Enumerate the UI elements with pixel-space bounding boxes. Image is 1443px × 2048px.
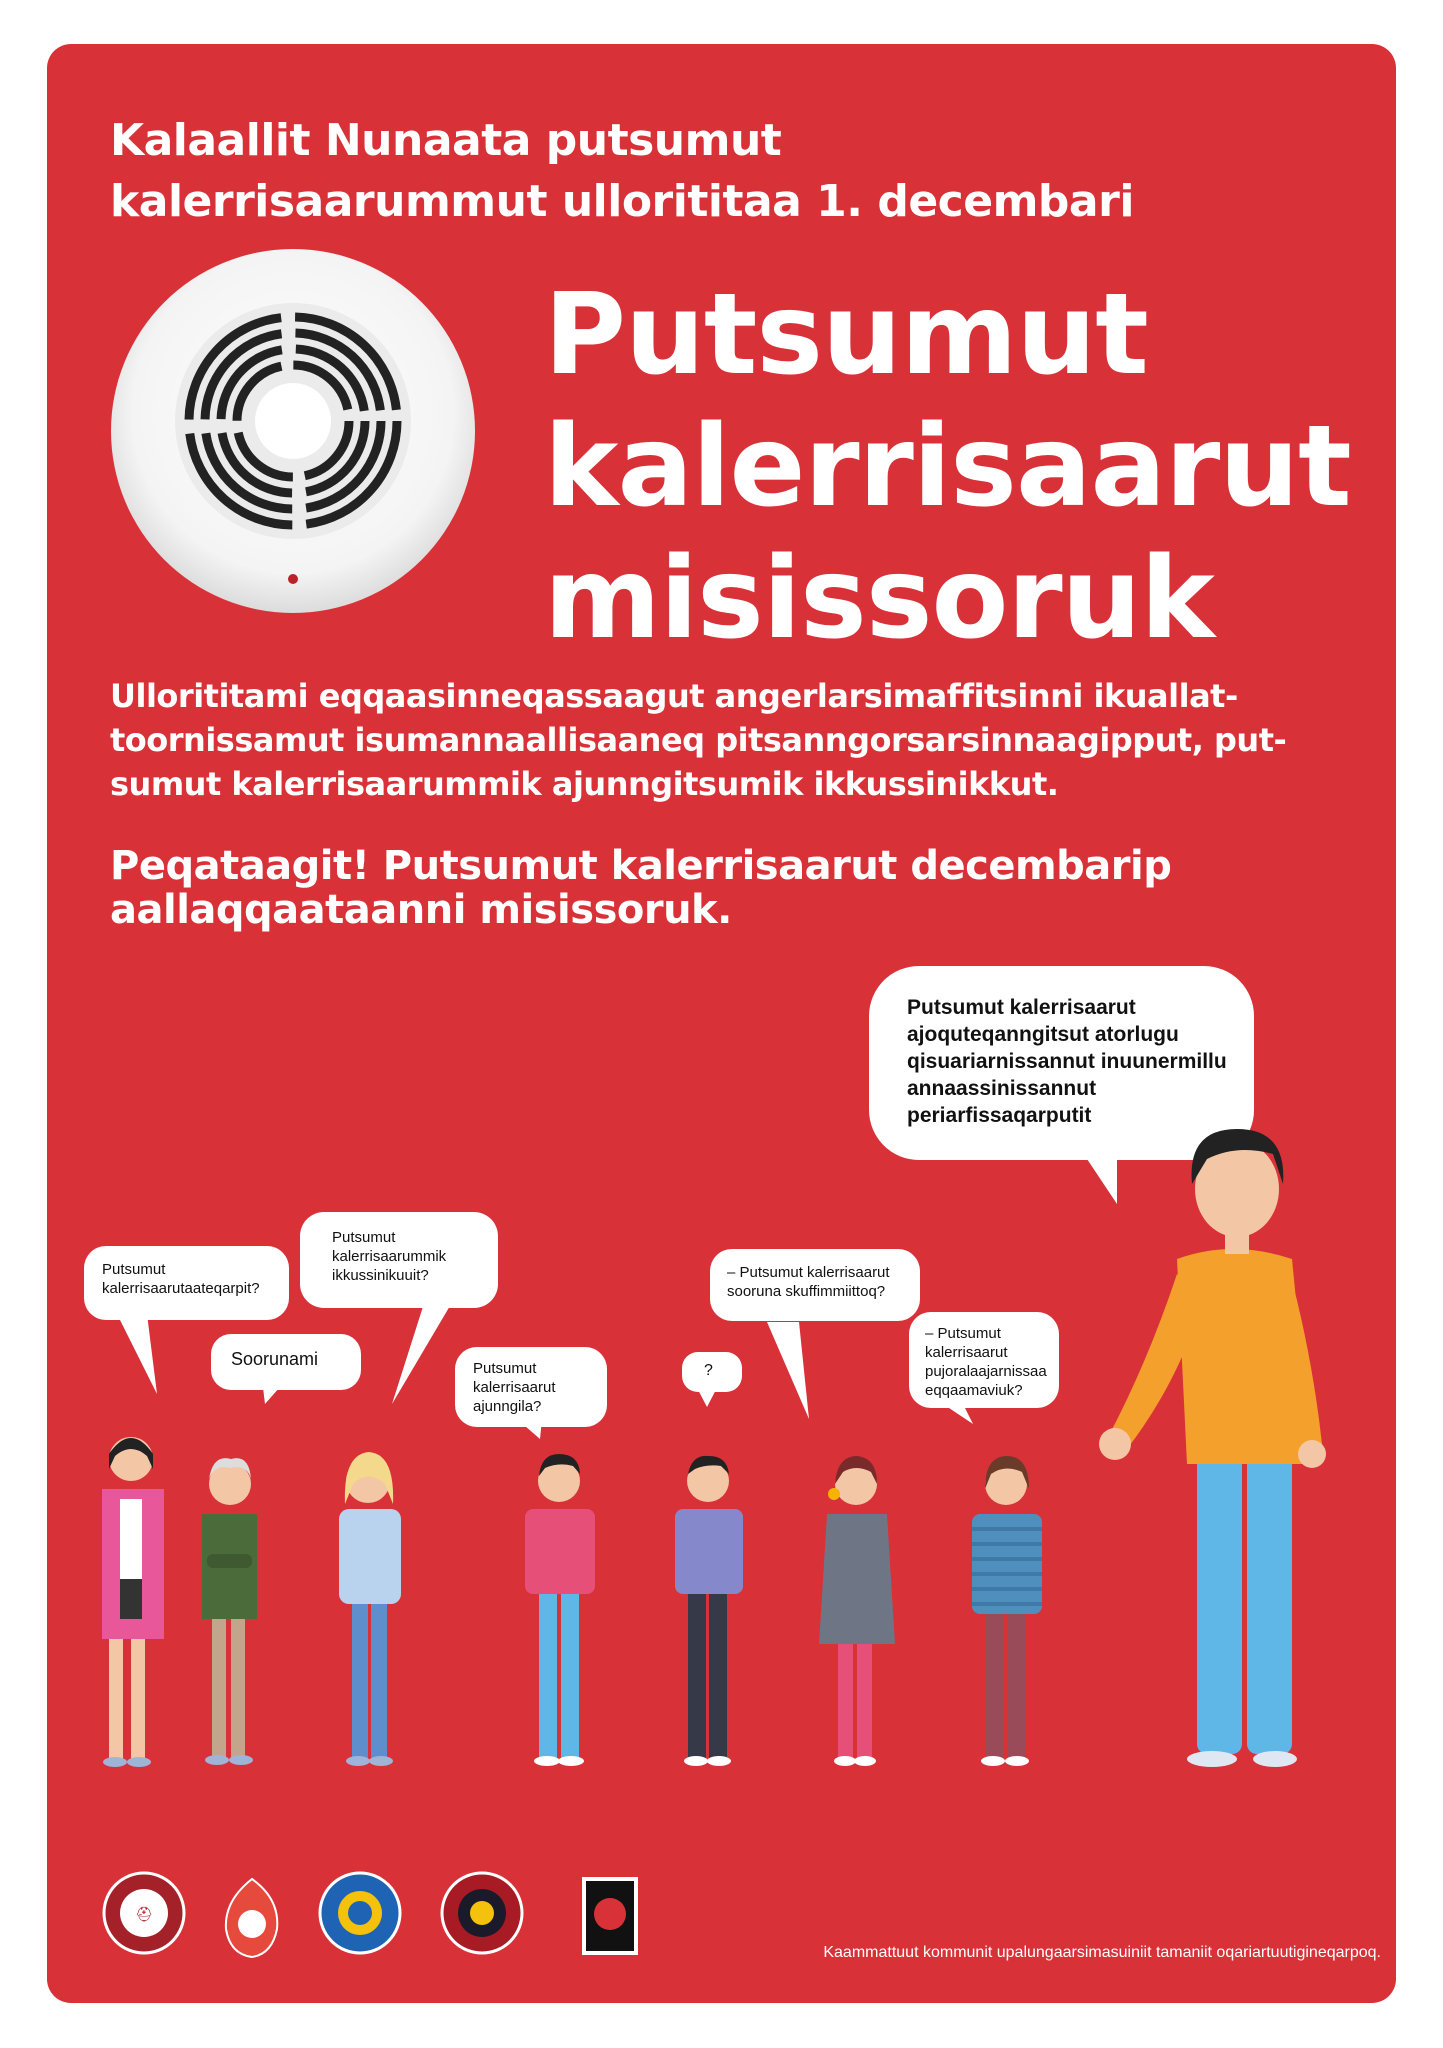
- person-man-orange-shirt: [1099, 1129, 1326, 1767]
- qeqertalik-logo: [442, 1873, 522, 1953]
- bubble-text: sooruna skuffimmiittoq?: [727, 1283, 886, 1300]
- speech-bubble: [455, 1347, 607, 1427]
- kujalleq-logo: [582, 1877, 638, 1955]
- subtitle-line: kalerrisaarummut ullorititaa 1. decembari: [110, 176, 1134, 227]
- municipal-logos: [102, 1869, 642, 1959]
- bubble-text: qisuariarnissannut inuunermillu: [907, 1050, 1227, 1073]
- bubble-text: annaassinissannut: [907, 1077, 1097, 1100]
- person-man-purple-shirt: [675, 1456, 743, 1766]
- cta-line: Peqataagit! Putsumut kalerrisaarut decembarip: [110, 843, 1172, 889]
- person-woman-grey-coat: [819, 1456, 895, 1766]
- svg-text:⛑: ⛑: [135, 1907, 153, 1923]
- bubble-text: Putsumut: [102, 1261, 166, 1278]
- headline-line: misissoruk: [544, 534, 1214, 664]
- bubble-text: kalerrisaarut: [925, 1344, 1008, 1361]
- bubble-text: ajunngila?: [473, 1398, 542, 1415]
- person-man-pink-shirt: [525, 1454, 595, 1766]
- bubble-text: – Putsumut: [925, 1325, 1001, 1342]
- headline-line: Putsumut: [544, 270, 1148, 400]
- bubble-text: periarfissaqarputit: [907, 1104, 1092, 1127]
- person-blonde-woman: [339, 1452, 401, 1766]
- subtitle-line: Kalaallit Nunaata putsumut: [110, 115, 782, 166]
- qeqqata-logo: [226, 1879, 277, 1957]
- headline-line: kalerrisaarut: [544, 402, 1351, 532]
- cta-line: aallaqqaataanni misissoruk.: [110, 887, 732, 933]
- bubble-text: kalerrisaarummik: [332, 1248, 447, 1265]
- bubble-text: eqqaamaviuk?: [925, 1382, 1023, 1399]
- bubble-text: ?: [704, 1362, 713, 1379]
- sermersooq-logo: [104, 1873, 184, 1953]
- body-line: sumut kalerrisaarummik ajunngitsumik ikkussinikkut.: [110, 765, 1059, 803]
- poster: [47, 44, 1396, 2003]
- bubble-text: Putsumut: [332, 1229, 396, 1246]
- bubble-text: kalerrisaarut: [473, 1379, 556, 1396]
- bubble-text: Soorunami: [231, 1349, 319, 1369]
- bubble-text: Putsumut: [473, 1360, 537, 1377]
- speech-bubble: [909, 1312, 1059, 1408]
- person-woman-pink-coat: [102, 1437, 164, 1767]
- body-line: toornissamut isumannaallisaaneq pitsanngorsarsinnaagipput, put-: [110, 721, 1287, 759]
- bubble-text: kalerrisaarutaateqarpit?: [102, 1280, 260, 1297]
- bubble-text: Putsumut kalerrisaarut: [907, 996, 1136, 1019]
- bubble-text: – Putsumut kalerrisaarut: [727, 1264, 890, 1281]
- person-older-man-green: [202, 1458, 257, 1765]
- avannaata-logo: [320, 1873, 400, 1953]
- body-line: Ullorititami eqqaasinneqassaagut angerlarsimaffitsinni ikuallat-: [110, 677, 1238, 715]
- bubble-text: ikkussinikuuit?: [332, 1267, 429, 1284]
- bubble-text: pujoralaajarnissaa: [925, 1363, 1047, 1380]
- footer-credit: Kaammattuut kommunit upalungaarsimasuiniit tamaniit oqariartuutigineqarpoq.: [823, 1944, 1381, 1961]
- person-man-striped-shirt: [972, 1456, 1042, 1766]
- bubble-text: ajoquteqanngitsut atorlugu: [907, 1023, 1179, 1046]
